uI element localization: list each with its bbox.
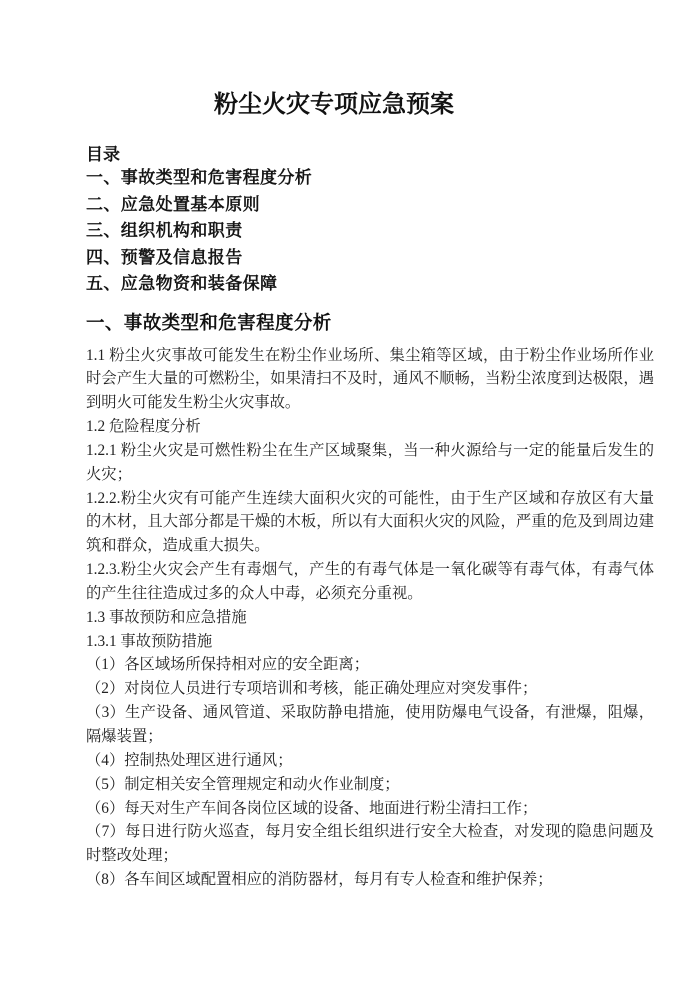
paragraph: （8）各车间区域配置相应的消防器材，每月有专人检查和维护保养；: [86, 871, 553, 889]
document-body: [86, 344, 654, 892]
paragraph: （4）控制热处理区进行通风；: [86, 751, 293, 769]
section-heading: 一、事故类型和危害程度分析: [86, 313, 332, 334]
toc-list: [86, 165, 654, 298]
paragraph: （6）每天对生产车间各岗位区域的设备、地面进行粉尘清扫工作；: [86, 799, 538, 817]
paragraph: 1.2.3.粉尘火灾会产生有毒烟气，产生的有毒气体是一氧化碳等有毒气体，有毒气体的产生往往造成过多的众人中毒，必须充分重视。: [86, 561, 654, 602]
toc-item: 二、应急处置基本原则: [86, 194, 260, 214]
paragraph: （5）制定相关安全管理规定和动火作业制度；: [86, 775, 400, 793]
document-title: 粉尘火灾专项应急预案: [214, 92, 454, 118]
paragraph: 1.1 粉尘火灾事故可能发生在粉尘作业场所、集尘箱等区域，由于粉尘作业场所作业时会产生大量的可燃粉尘，如果清扫不及时，通风不顺畅，当粉尘浓度到达极限，遇到明火可能发生粉尘火灾事故。: [86, 346, 654, 412]
paragraph: 1.3.1 事故预防措施: [86, 632, 213, 650]
paragraph: （1）各区域场所保持相对应的安全距离；: [86, 656, 369, 674]
toc-heading: 目录: [86, 145, 120, 164]
paragraph: 1.2.1 粉尘火灾是可燃性粉尘在生产区域聚集，当一种火源给与一定的能量后发生的火灾；: [86, 441, 654, 483]
toc-item: 三、组织机构和职责: [86, 221, 243, 240]
toc-item: 一、事故类型和危害程度分析: [86, 168, 313, 187]
paragraph: 1.2.2.粉尘火灾有可能产生连续大面积火灾的可能性，由于生产区域和存放区有大量的木材，且大部分都是干燥的木板，所以有大面积火灾的风险，严重的危及到周边建筑和群众，造成重大损失。: [86, 489, 654, 555]
paragraph: （7）每日进行防火巡查，每月安全组长组织进行安全大检查，对发现的隐患问题及时整改处理；: [86, 823, 654, 865]
toc-item: 四、预警及信息报告: [86, 247, 243, 267]
paragraph: （2）对岗位人员进行专项培训和考核，能正确处理应对突发事件；: [86, 680, 538, 698]
paragraph: 1.3 事故预防和应急措施: [86, 608, 247, 626]
paragraph: （3）生产设备、通风管道、采取防静电措施，使用防爆电气设备，有泄爆，阻爆，隔爆装置；: [86, 704, 654, 745]
document-content: [86, 90, 654, 892]
toc-item: 五、应急物资和装备保障: [86, 274, 278, 293]
paragraph: 1.2 危险程度分析: [86, 418, 201, 436]
